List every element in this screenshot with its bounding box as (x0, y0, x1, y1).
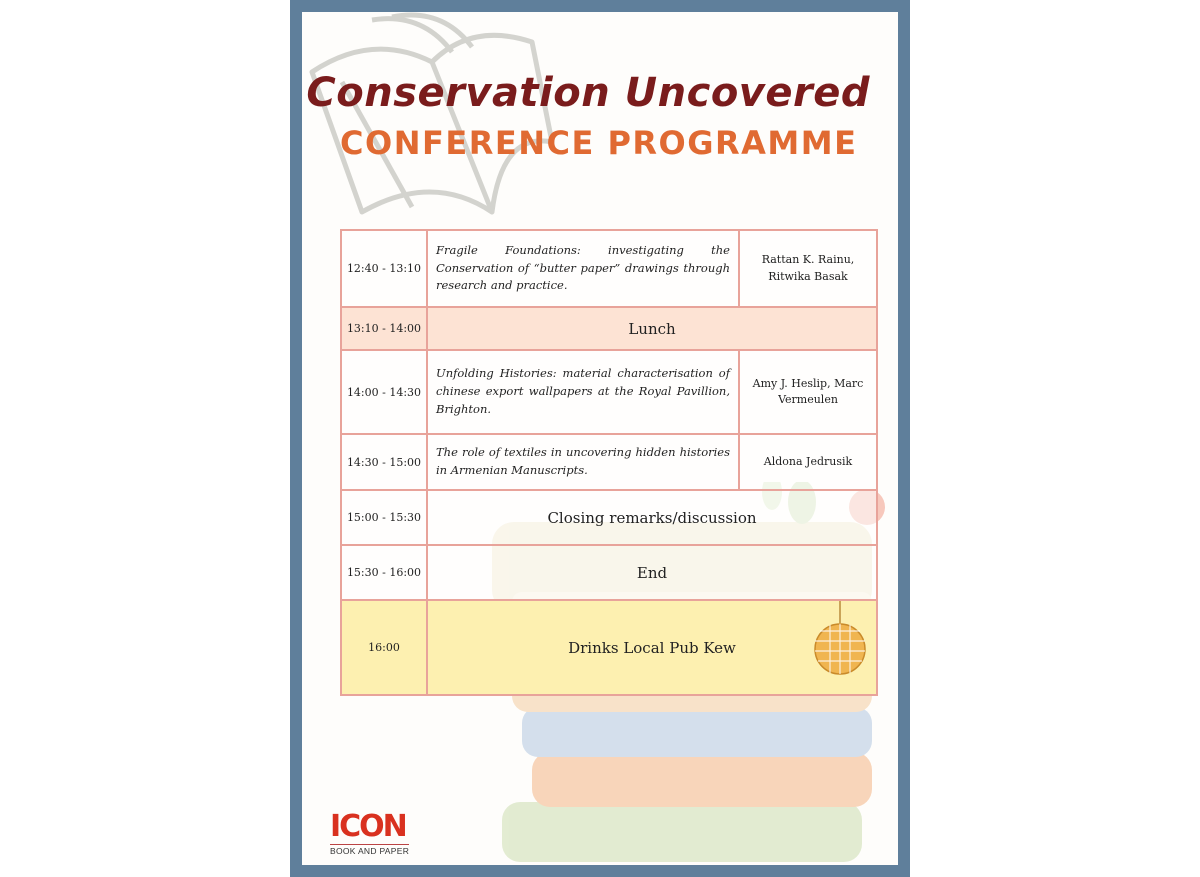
break-time: 15:30 - 16:00 (341, 545, 427, 600)
break-label: End (427, 545, 877, 600)
session-speakers: Amy J. Heslip, Marc Vermeulen (739, 350, 877, 434)
table-row (341, 230, 877, 307)
open-book-illustration (302, 12, 582, 232)
icon-logo (330, 809, 410, 856)
poster-frame (290, 0, 910, 877)
break-cell (427, 600, 877, 695)
poster-page (302, 12, 898, 865)
page-title: Conservation Uncovered (306, 70, 870, 116)
table-row (341, 307, 877, 350)
break-label: Closing remarks/discussion (427, 490, 877, 545)
programme-table (340, 229, 878, 696)
break-time: 15:00 - 15:30 (341, 490, 427, 545)
session-time: 14:00 - 14:30 (341, 350, 427, 434)
table-row (341, 545, 877, 600)
table-row (341, 600, 877, 695)
session-time: 12:40 - 13:10 (341, 230, 427, 307)
break-label: Lunch (427, 307, 877, 350)
session-speakers: Aldona Jedrusik (739, 434, 877, 490)
break-label: Drinks Local Pub Kew (568, 638, 736, 657)
table-row (341, 434, 877, 490)
logo-subtitle: BOOK AND PAPER (330, 846, 410, 856)
disco-ball-icon (812, 601, 868, 681)
table-row (341, 350, 877, 434)
session-talk: Fragile Foundations: investigating the Conservation of “butter paper” drawings through research and practice. (427, 230, 739, 307)
break-time: 16:00 (341, 600, 427, 695)
logo-text: ICON (330, 809, 406, 844)
session-talk: The role of textiles in uncovering hidden histories in Armenian Manuscripts. (427, 434, 739, 490)
page-subtitle: CONFERENCE PROGRAMME (340, 124, 858, 162)
session-time: 14:30 - 15:00 (341, 434, 427, 490)
session-speakers: Rattan K. Rainu, Ritwika Basak (739, 230, 877, 307)
break-time: 13:10 - 14:00 (341, 307, 427, 350)
session-talk: Unfolding Histories: material characterisation of chinese export wallpapers at the Royal Pavillion, Brighton. (427, 350, 739, 434)
table-row (341, 490, 877, 545)
